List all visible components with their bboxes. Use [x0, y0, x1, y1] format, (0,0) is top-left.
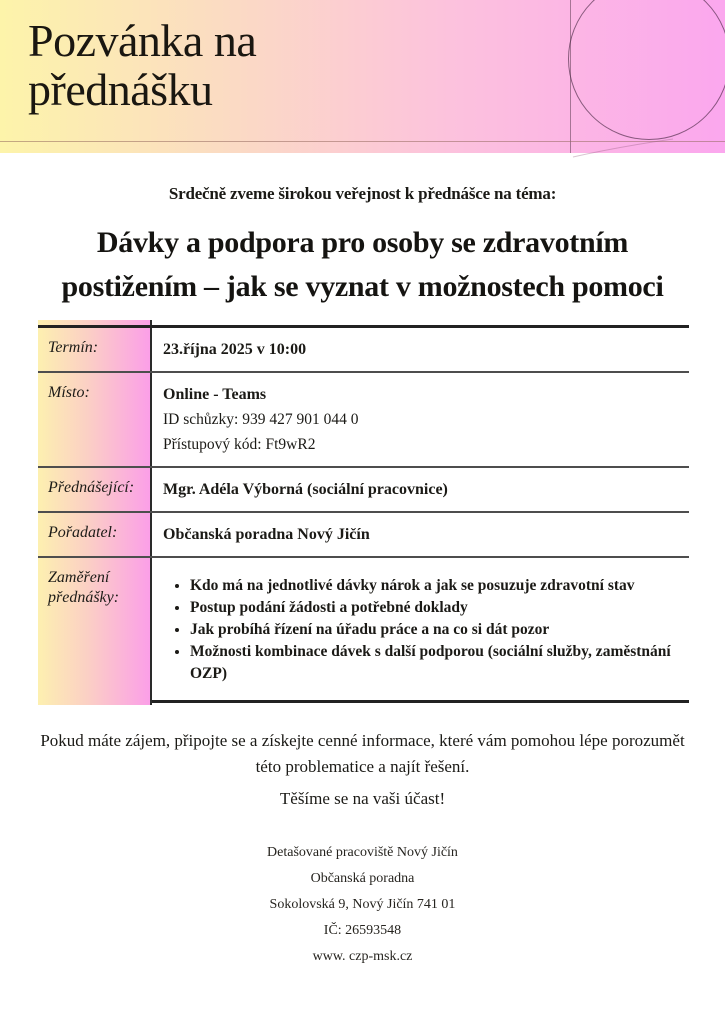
row-value	[152, 513, 689, 556]
row-label-line2: přednášky:	[48, 589, 120, 606]
bullet-item: • Jak probíhá řízení na úřadu práce a na co si dát pozor	[190, 619, 681, 641]
row-value	[152, 468, 689, 511]
lecture-title	[0, 221, 725, 309]
row-value	[152, 328, 689, 371]
contact-organization: Občanská poradna	[310, 871, 415, 886]
header-banner	[0, 0, 725, 153]
row-label: Pořadatel:	[48, 524, 118, 541]
organizer-value: Občanská poradna Nový Jičín	[163, 526, 370, 543]
table-row-misto	[38, 371, 689, 466]
row-value	[152, 558, 689, 700]
table-row-termin	[38, 325, 689, 371]
bullet-item: • Postup podání žádosti a potřebné doklady	[190, 597, 681, 619]
page-title-line1: Pozvánka na	[28, 15, 257, 66]
details-table	[38, 325, 689, 703]
lecture-title-line2: postižením – jak se vyznat v možnostech pomoci	[61, 270, 664, 303]
access-code: Přístupový kód: Ft9wR2	[163, 436, 316, 453]
row-value	[152, 373, 689, 466]
termin-value: 23.října 2025 v 10:00	[163, 341, 307, 358]
table-row-poradatel	[38, 511, 689, 556]
contact-block	[0, 845, 725, 965]
row-label: Termín:	[48, 339, 99, 356]
misto-value: Online - Teams	[163, 386, 267, 403]
closing-paragraph: Pokud máte zájem, připojte se a získejte cenné informace, které vám pomohou lépe porozumět této problematice a najít řešení.	[40, 731, 685, 776]
bullet-item: • Možnosti kombinace dávek s další podporou (sociální služby, zaměstnání OZP)	[190, 641, 681, 685]
table-row-prednasejici	[38, 466, 689, 511]
contact-website: www. czp-msk.cz	[312, 949, 413, 964]
speaker-value: Mgr. Adéla Výborná (sociální pracovnice)	[163, 481, 448, 498]
row-label: Přednášející:	[48, 479, 135, 496]
contact-address: Sokolovská 9, Nový Jičín 741 01	[269, 897, 456, 912]
lecture-title-line1: Dávky a podpora pro osoby se zdravotním	[96, 226, 629, 259]
table-row-zamereni	[38, 556, 689, 700]
meeting-id: ID schůzky: 939 427 901 044 0	[163, 411, 359, 428]
topic-bullet-list	[163, 567, 681, 691]
row-label-line1: Zaměření	[48, 569, 110, 586]
row-label: Místo:	[48, 384, 90, 401]
intro-line: Srdečně zveme širokou veřejnost k přednášce na téma:	[168, 184, 557, 203]
contact-workplace: Detašované pracoviště Nový Jičín	[267, 845, 458, 860]
bullet-item: • Kdo má na jednotlivé dávky nárok a jak se posuzuje zdravotní stav	[190, 575, 681, 597]
row-label	[38, 558, 152, 700]
contact-ic: IČ: 26593548	[323, 923, 402, 938]
circle-decoration-icon	[568, 0, 725, 140]
page-title-line2: přednášku	[28, 64, 213, 115]
arc-decoration-icon	[555, 128, 685, 160]
closing-cta: Těšíme se na vaši účast!	[279, 789, 446, 808]
